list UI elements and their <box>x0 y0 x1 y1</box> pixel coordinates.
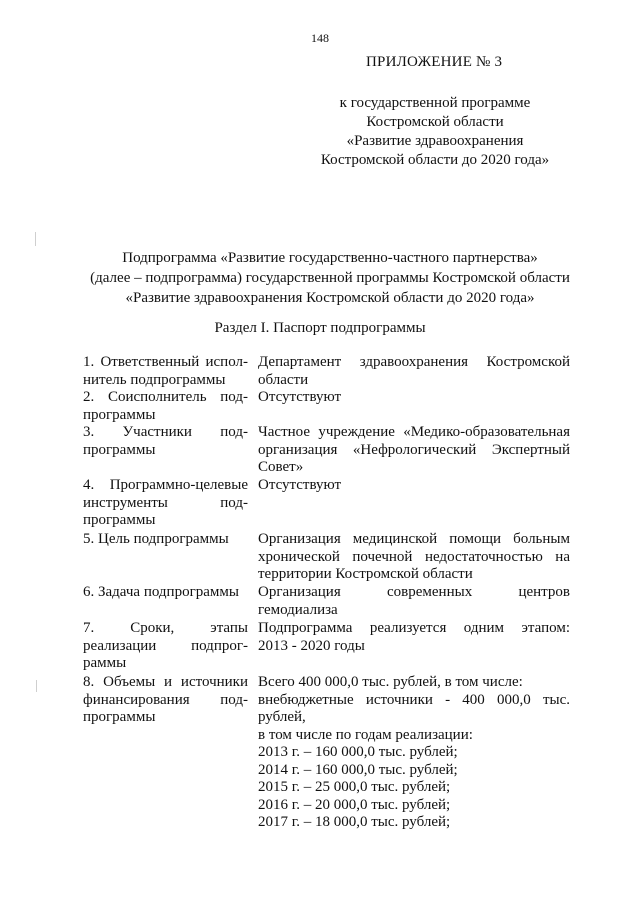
value-line: 2013 г. – 160 000,0 тыс. рублей; <box>258 744 458 760</box>
label-line: 8. Объемы и источники <box>83 674 248 690</box>
value-line: области <box>258 371 309 388</box>
appendix-line: Костромской области <box>366 114 504 130</box>
appendix-line: Костромской области до 2020 года» <box>320 152 550 168</box>
label-line: 5. Цель подпрограммы <box>83 531 229 547</box>
label-line: раммы <box>83 655 127 671</box>
passport-value <box>258 584 570 620</box>
label-line: 1. Ответственный испол- <box>83 354 248 370</box>
scan-artifact <box>36 680 37 692</box>
value-line: Департамент здравоохранения Костромской <box>258 354 570 370</box>
value-line: внебюджетные источники - 400 000,0 тыс. <box>258 691 570 708</box>
appendix-line: «Развитие здравоохранения <box>346 133 524 149</box>
passport-value <box>258 477 570 531</box>
value-line: Организация современных центров <box>258 584 570 600</box>
passport-row <box>83 674 583 832</box>
appendix-subtitle <box>305 94 565 170</box>
value-line: рублей, <box>258 709 306 725</box>
passport-value <box>258 674 570 832</box>
label-line: программы <box>83 709 156 725</box>
value-line: Совет» <box>258 459 304 475</box>
appendix-title: ПРИЛОЖЕНИЕ № 3 <box>366 54 503 70</box>
passport-row <box>83 620 583 674</box>
label-line: реализации подпрог- <box>83 637 248 654</box>
passport-label <box>83 620 248 674</box>
passport-row <box>83 531 583 584</box>
value-line: гемодиализа <box>258 601 338 618</box>
label-line: программы <box>83 512 156 528</box>
value-line: 2017 г. – 18 000,0 тыс. рублей; <box>258 814 451 830</box>
passport-row <box>83 424 583 477</box>
label-line: программы <box>83 406 156 423</box>
value-line: Подпрограмма реализуется одним этапом: <box>258 620 570 636</box>
subprogram-title <box>60 248 600 308</box>
value-line: Частное учреждение «Медико-образовательная <box>258 424 570 440</box>
value-line: в том числе по годам реализации: <box>258 726 473 743</box>
value-line: Всего 400 000,0 тыс. рублей, в том числе: <box>258 674 523 690</box>
passport-value <box>258 620 570 674</box>
label-line: 6. Задача подпрограммы <box>83 584 239 600</box>
appendix-line: к государственной программе <box>339 95 531 111</box>
value-line: Организация медицинской помощи больным <box>258 531 570 547</box>
label-line: программы <box>83 441 156 458</box>
value-line: Отсутствуют <box>258 477 342 493</box>
value-line: территории Костромской области <box>258 566 473 582</box>
passport-label <box>83 674 248 832</box>
subprogram-title-line: (далее – подпрограмма) государственной программы Костромской области <box>90 270 570 286</box>
value-line: хронической почечной недостаточностью на <box>258 548 570 565</box>
subprogram-title-line: Подпрограмма «Развитие государственно-частного партнерства» <box>122 250 538 266</box>
passport-label <box>83 424 248 477</box>
passport-row <box>83 389 583 424</box>
label-line: 7. Сроки, этапы <box>83 620 248 636</box>
passport-label <box>83 584 248 620</box>
label-line: инструменты под- <box>83 494 248 511</box>
section-title: Раздел I. Паспорт подпрограммы <box>214 320 426 336</box>
label-line: нитель подпрограммы <box>83 371 226 388</box>
passport-value <box>258 531 570 584</box>
value-line: организация «Нефрологический Экспертный <box>258 441 570 458</box>
page-number: 148 <box>311 31 329 45</box>
passport-value <box>258 424 570 477</box>
subprogram-title-line: «Развитие здравоохранения Костромской области до 2020 года» <box>125 290 535 306</box>
label-line: 4. Программно-целевые <box>83 477 248 493</box>
value-line: 2016 г. – 20 000,0 тыс. рублей; <box>258 796 451 813</box>
passport-row <box>83 477 583 531</box>
value-line: 2015 г. – 25 000,0 тыс. рублей; <box>258 779 451 795</box>
label-line: 3. Участники под- <box>83 424 248 440</box>
passport-value <box>258 354 570 389</box>
value-line: Отсутствуют <box>258 389 342 405</box>
passport-label <box>83 354 248 389</box>
value-line: 2014 г. – 160 000,0 тыс. рублей; <box>258 761 458 778</box>
label-line: 2. Соисполнитель под- <box>83 389 248 405</box>
passport-label <box>83 531 248 584</box>
scan-artifact <box>35 232 36 246</box>
passport-row <box>83 354 583 389</box>
passport-table <box>83 354 583 832</box>
value-line: 2013 - 2020 годы <box>258 637 365 654</box>
passport-row <box>83 584 583 620</box>
passport-value <box>258 389 570 424</box>
passport-label <box>83 477 248 531</box>
passport-label <box>83 389 248 424</box>
label-line: финансирования под- <box>83 691 248 708</box>
